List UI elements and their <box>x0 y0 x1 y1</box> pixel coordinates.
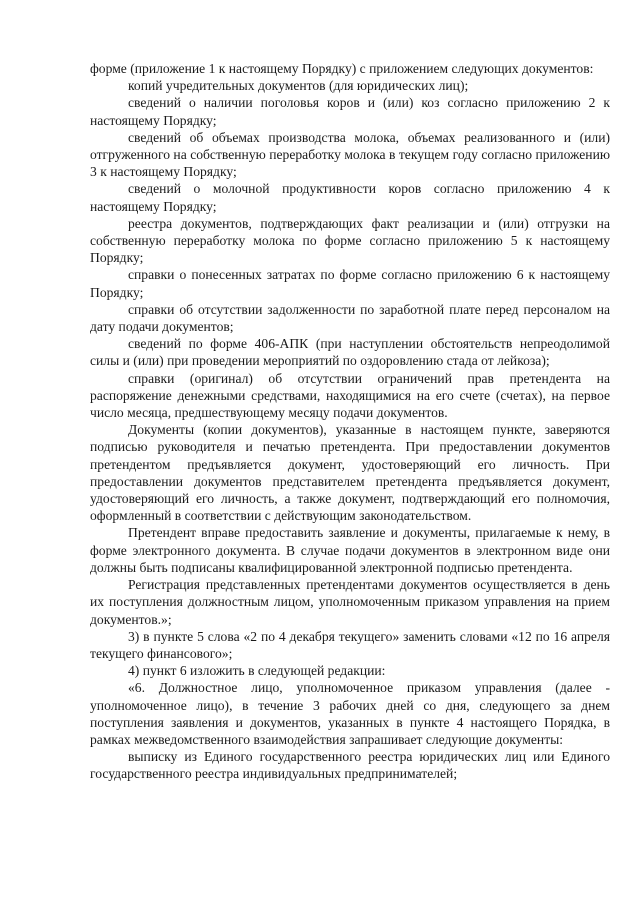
paragraph-10: справки (оригинал) об отсутствии ограничений прав претендента на распоряжение денежными средствами, находящимися на его счете (счетах), на первое число месяца, предшествующему месяцу подачи документов. <box>90 370 610 421</box>
paragraph-16: «6. Должностное лицо, уполномоченное приказом управления (далее - уполномоченное лицо), в течение 3 рабочих дней со дня, следующего за днем поступления заявления и документов, указанных в пункте 4 настоящего Порядка, в рамках межведомственного взаимодействия запрашивает следующие документы: <box>90 680 610 747</box>
paragraph-3: сведений о наличии поголовья коров и (или) коз согласно приложению 2 к настоящему Порядку; <box>90 95 610 128</box>
paragraph-6: реестра документов, подтверждающих факт реализации и (или) отгрузки на собственную переработку молока по форме согласно приложению 5 к настоящему Порядку; <box>90 215 610 266</box>
paragraph-17: выписку из Единого государственного реестра юридических лиц или Единого государственного реестра индивидуальных предпринимателей; <box>90 749 610 782</box>
paragraph-12: Претендент вправе предоставить заявление и документы, прилагаемые к нему, в форме электронного документа. В случае подачи документов в электронном виде они должны быть подписаны квалифицированной электронной подписью претендента. <box>90 525 610 575</box>
paragraph-9: сведений по форме 406-АПК (при наступлении обстоятельств непреодолимой силы и (или) при проведении мероприятий по оздоровлению стада от лейкоза); <box>90 336 610 369</box>
paragraph-7: справки о понесенных затратах по форме согласно приложению 6 к настоящему Порядку; <box>90 267 610 300</box>
document-body <box>90 60 610 783</box>
paragraph-13: Регистрация представленных претендентами документов осуществляется в день их поступления должностным лицом, уполномоченным приказом управления на прием документов.»; <box>90 577 610 627</box>
paragraph-8: справки об отсутствии задолженности по заработной плате перед персоналом на дату подачи документов; <box>90 301 610 335</box>
paragraph-11: Документы (копии документов), указанные в настоящем пункте, заверяются подписью руководителя и печатью претендента. При предоставлении документов претендентом предъявляется документ, удостоверяющий его личность. При предоставлении документов представителем претендента предъявляется документ, удостоверяющий его личность, а также документ, подтверждающий его полномочия, оформленный в соответствии с действующим законодательством. <box>90 422 610 524</box>
paragraph-5: сведений о молочной продуктивности коров согласно приложению 4 к настоящему Порядку; <box>90 181 610 214</box>
paragraph-14: 3) в пункте 5 слова «2 по 4 декабря текущего» заменить словами «12 по 16 апреля текущего финансового»; <box>90 628 610 661</box>
paragraph-4: сведений об объемах производства молока, объемах реализованного и (или) отгруженного на собственную переработку молока в текущем году согласно приложению 3 к настоящему Порядку; <box>90 129 610 180</box>
paragraph-15: 4) пункт 6 изложить в следующей редакции: <box>128 663 386 679</box>
paragraph-1: форме (приложение 1 к настоящему Порядку) с приложением следующих документов: <box>90 61 594 76</box>
paragraph-2: копий учредительных документов (для юридических лиц); <box>128 78 469 94</box>
